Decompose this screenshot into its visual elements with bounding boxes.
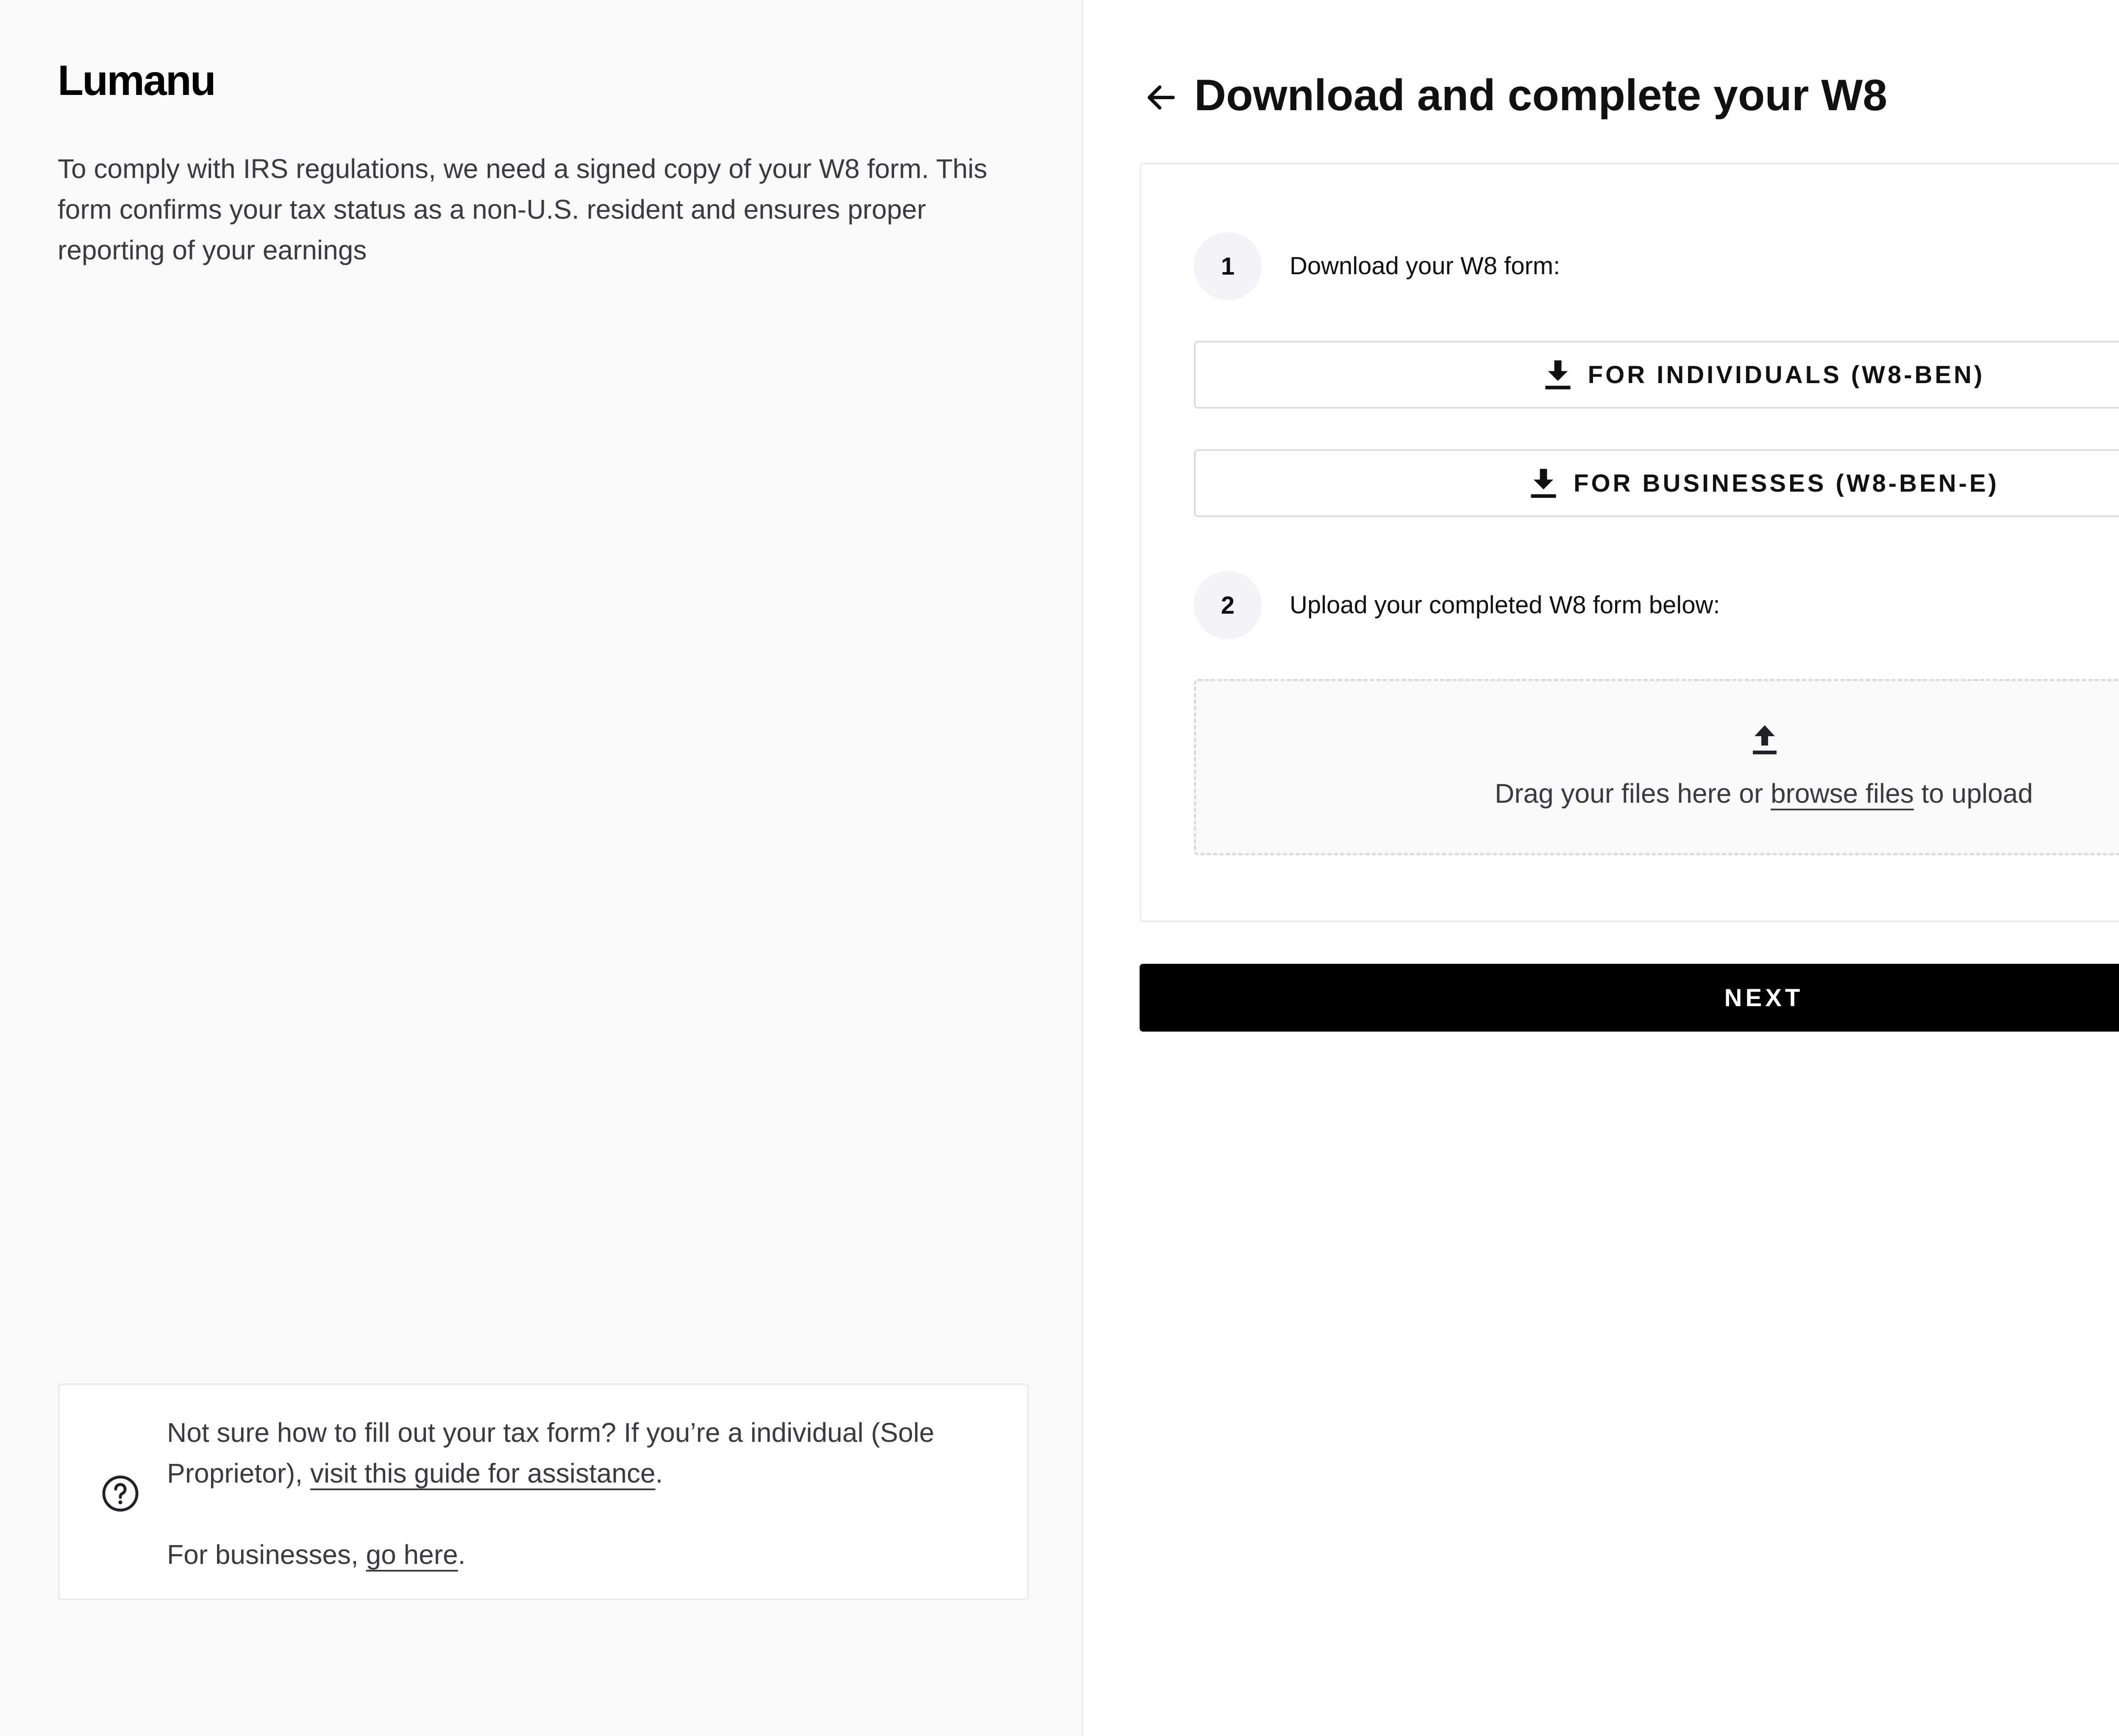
individual-guide-link[interactable]: visit this guide for assistance: [310, 1458, 656, 1488]
w8-steps-card: [1140, 163, 2119, 922]
step-2-badge: 2: [1194, 571, 1262, 639]
help-business-line: [167, 1534, 998, 1575]
help-box: [58, 1383, 1029, 1600]
download-icon: [1543, 359, 1573, 391]
upload-icon: [1751, 723, 1778, 756]
download-businesses-button[interactable]: [1194, 449, 2119, 517]
step-2-label: Upload your completed W8 form below:: [1290, 591, 1720, 619]
page-title: Download and complete your W8: [1194, 71, 1888, 120]
help-text: [167, 1412, 998, 1575]
dropzone-suffix: to upload: [1913, 778, 2033, 809]
help-line2-suffix: .: [458, 1539, 466, 1570]
download-individuals-button[interactable]: [1194, 341, 2119, 409]
help-line1-suffix: .: [655, 1458, 663, 1488]
dropzone-text: [1196, 774, 2119, 812]
file-dropzone[interactable]: [1194, 679, 2119, 855]
main-panel: [1083, 0, 2119, 1736]
arrow-left-icon: [1143, 80, 1179, 115]
step-1-label: Download your W8 form:: [1290, 252, 1560, 280]
download-icon: [1529, 467, 1558, 499]
next-button[interactable]: NEXT: [1140, 964, 2119, 1032]
help-individual-line: [167, 1412, 998, 1494]
download-individuals-label: FOR INDIVIDUALS (W8-BEN): [1588, 361, 1985, 389]
download-businesses-label: FOR BUSINESSES (W8-BEN-E): [1574, 469, 1999, 497]
back-button[interactable]: [1140, 76, 1182, 119]
browse-files-link[interactable]: browse files: [1770, 778, 1914, 809]
help-line2-prefix: For businesses,: [167, 1539, 366, 1570]
help-line1-prefix: Not sure how to fill out your tax form? If you’re a individual (Sole Proprietor),: [167, 1417, 934, 1488]
business-guide-link[interactable]: go here: [366, 1539, 458, 1570]
question-circle-icon: [101, 1474, 140, 1513]
dropzone-prefix: Drag your files here or: [1495, 778, 1771, 809]
step-1-badge: 1: [1194, 232, 1262, 300]
logo: Lumanu: [58, 57, 215, 104]
intro-text: To comply with IRS regulations, we need a signed copy of your W8 form. This form confirms your tax status as a non-U.S. resident and ensures proper reporting of your earnings: [58, 153, 987, 265]
